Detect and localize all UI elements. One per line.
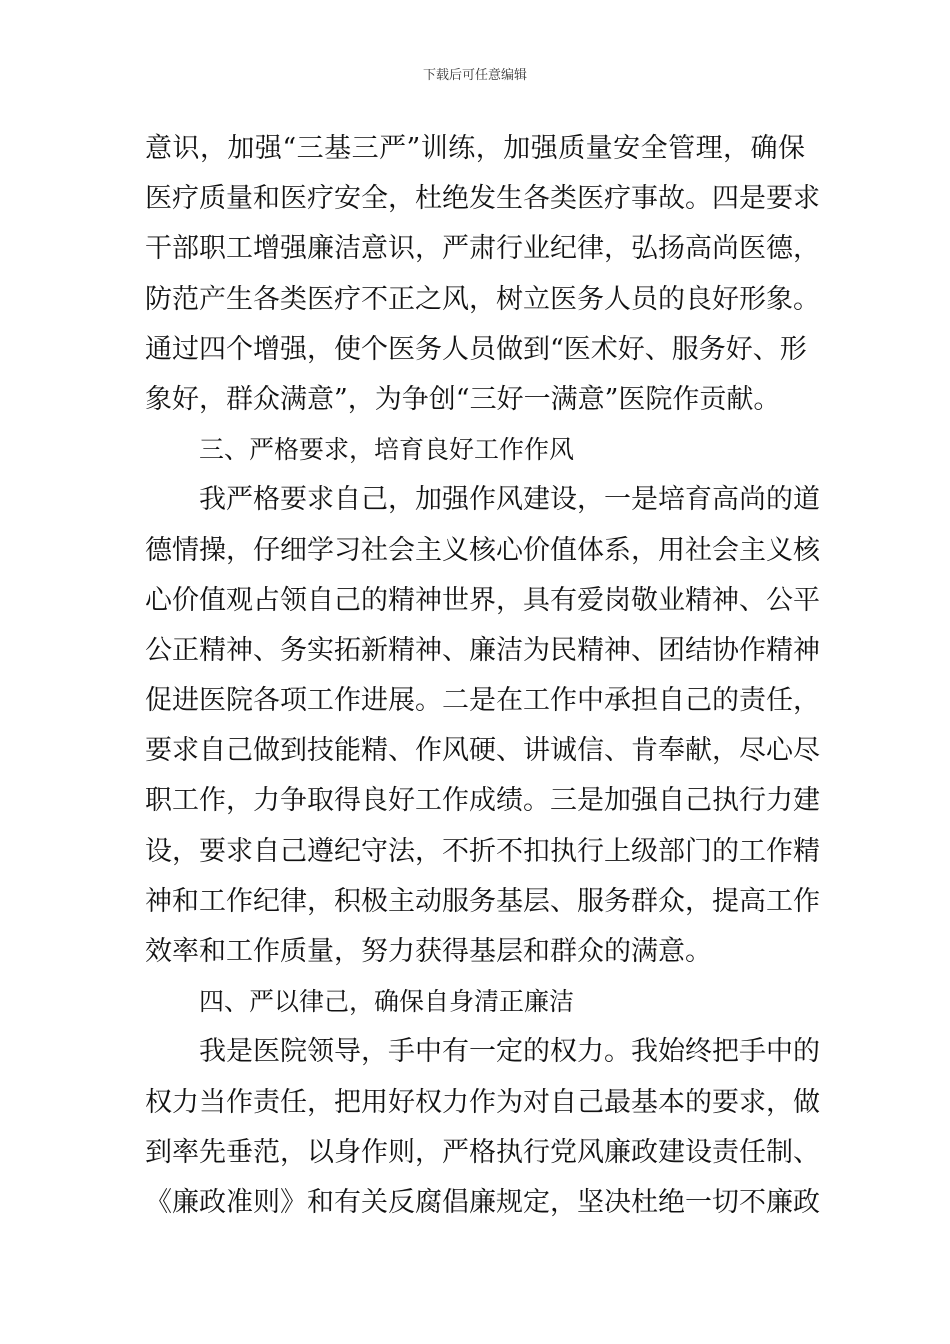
- text-line: 德情操，仔细学习社会主义核心价值体系，用社会主义核: [145, 534, 820, 566]
- text-line: 设，要求自己遵纪守法，不折不扣执行上级部门的工作精: [145, 835, 820, 867]
- paragraph-first-line: 我是医院领导，手中有一定的权力。我始终把手中的: [199, 1036, 820, 1068]
- paragraph-first-line: 我严格要求自己，加强作风建设，一是培育高尚的道: [199, 484, 820, 516]
- text-line: 促进医院各项工作进展。二是在工作中承担自己的责任，: [145, 685, 820, 717]
- text-line: 效率和工作质量，努力获得基层和群众的满意。: [145, 936, 712, 967]
- text-line: 心价值观占领自己的精神世界，具有爱岗敬业精神、公平: [145, 584, 820, 616]
- text-line: 到率先垂范，以身作则，严格执行党风廉政建设责任制、: [145, 1136, 820, 1168]
- text-line: 防范产生各类医疗不正之风，树立医务人员的良好形象。: [145, 283, 820, 315]
- text-line: 象好，群众满意”，为争创“三好一满意”医院作贡献。: [145, 383, 781, 415]
- text-line: 医疗质量和医疗安全，杜绝发生各类医疗事故。四是要求: [145, 183, 820, 215]
- text-line: 通过四个增强，使个医务人员做到“医术好、服务好、形: [145, 333, 807, 365]
- text-line: 公正精神、务实拓新精神、廉洁为民精神、团结协作精神: [145, 634, 820, 666]
- document-body: [145, 124, 820, 1228]
- text-line: 神和工作纪律，积极主动服务基层、服务群众，提高工作: [145, 885, 820, 917]
- section-heading-3: 三、严格要求，培育良好工作作风: [199, 435, 575, 465]
- page-header-note: 下载后可任意编辑: [422, 68, 527, 83]
- text-line: 权力当作责任，把用好权力作为对自己最基本的要求，做: [145, 1086, 820, 1118]
- text-line: 《廉政准则》和有关反腐倡廉规定，坚决杜绝一切不廉政: [145, 1186, 820, 1218]
- text-line: 职工作，力争取得良好工作成绩。三是加强自己执行力建: [145, 785, 820, 817]
- section-heading-4: 四、严以律己，确保自身清正廉洁: [199, 987, 575, 1017]
- text-line: 意识，加强“三基三严”训练，加强质量安全管理，确保: [145, 133, 805, 164]
- text-line: 干部职工增强廉洁意识，严肃行业纪律，弘扬高尚医德，: [145, 233, 820, 265]
- text-line: 要求自己做到技能精、作风硬、讲诚信、肯奉献，尽心尽: [145, 735, 820, 767]
